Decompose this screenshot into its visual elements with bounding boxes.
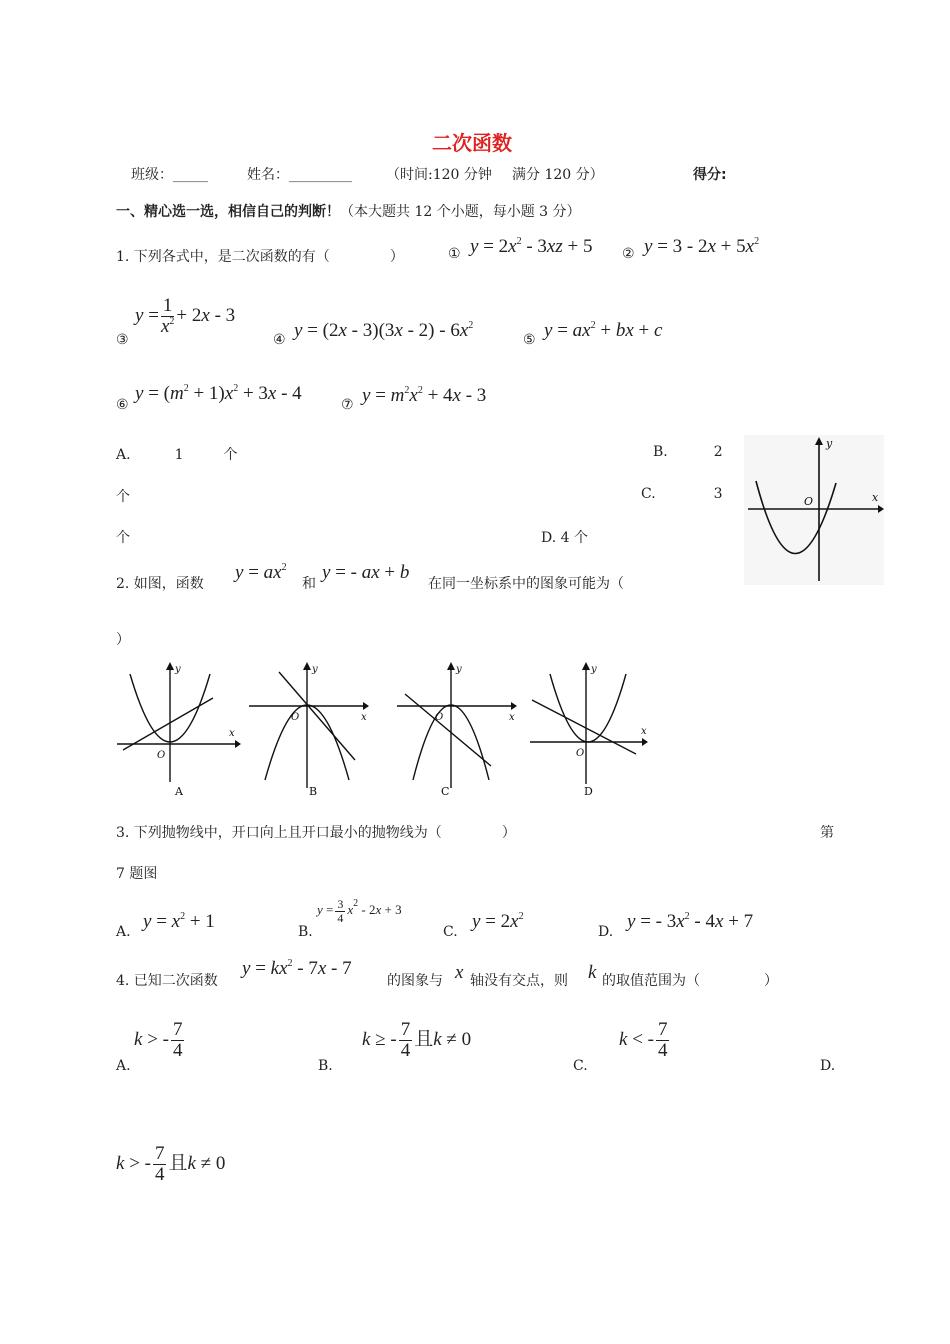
q4-option-a[interactable]: A. [116, 1058, 131, 1074]
q2-graph-d[interactable] [528, 660, 658, 800]
q1-option-c-unit: 个 [116, 530, 130, 546]
q1-formula-5: $y = ax^2$ + bx + c [544, 320, 663, 341]
q2-graph-b[interactable] [247, 660, 377, 800]
q3-formula-b: y = $\frac{3}{4}$ $x^2 - 2x + 3$ [317, 897, 402, 925]
q1-stem: 1. 下列各式中，是二次函数的有（ ） [116, 249, 404, 265]
fig7-x-label: x [872, 491, 879, 504]
graph-b-x: x [361, 712, 367, 723]
q3-formula-a: $y = x^2 + 1$ [143, 911, 215, 932]
q1-option-b[interactable]: B. 2 [653, 444, 723, 460]
q3-option-d[interactable]: D. [598, 924, 614, 940]
graph-d-label: D [584, 785, 593, 798]
q4-stem-post: 的取值范围为（ ） [602, 973, 778, 989]
q1-marker-2: ② [622, 246, 635, 262]
q4-formula-d: k > - $\frac{7}{4}$ 且k ≠ 0 [116, 1143, 226, 1185]
score-got-label: 得分: [693, 167, 727, 183]
section-heading: 一、精心选一选，相信自己的判断！（本大题共 12 个小题，每小题 3 分） [116, 204, 581, 220]
q2-stem-post: 在同一坐标系中的图象可能为（ [428, 576, 624, 592]
graph-a-origin: O [157, 750, 166, 761]
q3-option-c[interactable]: C. [443, 924, 458, 940]
graph-b-label: B [309, 785, 318, 798]
q1-formula-6: $y = (m^2 + 1)x^2 + 3x - 4$ [135, 383, 302, 404]
q4-k-symbol: k [588, 962, 597, 983]
graph-c-label: C [441, 785, 450, 798]
graph-d-y: y [591, 664, 597, 675]
q1-marker-7: ⑦ [341, 397, 354, 413]
graph-c-y: y [456, 664, 462, 675]
time-info: （时间:120 分钟 [386, 167, 492, 183]
fig7-y-label: y [826, 437, 833, 450]
page-title: 二次函数 [432, 131, 512, 155]
q4-formula: $y = kx^2 - 7x - 7$ [242, 958, 352, 979]
graph-d-origin: O [576, 748, 585, 759]
q3-side-note-1: 第 [820, 825, 834, 841]
q1-formula-3: y = $\frac{1}{x^2}$ + 2x - 3 [135, 295, 236, 337]
q1-marker-1: ① [448, 246, 461, 262]
graph-b-y: y [312, 664, 318, 675]
q2-graph-a[interactable] [115, 660, 245, 800]
q4-x-symbol: x [455, 962, 464, 983]
q3-formula-d: y = - $3x^2 - 4x + 7$ [627, 911, 754, 932]
q1-formula-4: $y = (2x - 3)(3x - 2) - 6x^2$ [294, 320, 474, 341]
q4-option-d[interactable]: D. [820, 1058, 836, 1074]
q2-formula-2: y = - ax + b [322, 562, 410, 583]
q1-option-a[interactable]: A. 1 个 [116, 447, 238, 463]
q1-formula-2: $y = 3 - 2x + 5x^2$ [644, 236, 760, 257]
q4-stem-mid2: 轴没有交点，则 [470, 973, 568, 989]
graph-b-origin: O [291, 712, 300, 723]
q2-graph-c[interactable] [395, 660, 525, 800]
q4-formula-b: k ≥ - $\frac{7}{4}$ 且k ≠ 0 [362, 1019, 472, 1061]
graph-a-x: x [229, 728, 235, 739]
q1-formula-7: $y = m^2x^2 + 4x - 3$ [362, 385, 487, 406]
q3-formula-c: $y = 2x^2$ [472, 911, 524, 932]
graph-a-label: A [175, 785, 183, 798]
q3-side-note-2: 7 题图 [116, 866, 158, 882]
graph-a-y: y [175, 664, 181, 675]
q1-option-d[interactable]: D. 4 个 [541, 530, 588, 546]
figure-7-graph [744, 435, 884, 585]
q1-option-c[interactable]: C. 3 [641, 486, 723, 502]
graph-d-x: x [641, 726, 647, 737]
q2-stem-mid: 和 [302, 576, 316, 592]
q1-marker-3: ③ [116, 332, 129, 348]
q1-marker-5: ⑤ [523, 332, 536, 348]
q4-stem-pre: 4. 已知二次函数 [116, 973, 218, 989]
q4-stem-mid: 的图象与 [387, 973, 443, 989]
q1-marker-4: ④ [273, 332, 286, 348]
q3-option-b[interactable]: B. [298, 924, 313, 940]
q1-marker-6: ⑥ [116, 397, 129, 413]
q4-option-b[interactable]: B. [318, 1058, 333, 1074]
q1-formula-1: $y = 2x^2 - 3xz + 5$ [470, 236, 593, 257]
q2-formula-1: $y = ax^2$ [235, 562, 287, 583]
fig7-origin: O [804, 495, 814, 508]
q3-option-a[interactable]: A. [116, 924, 131, 940]
q2-paren-close: ） [116, 632, 130, 648]
score-info: 满分 120 分） [512, 167, 604, 183]
graph-c-x: x [509, 712, 515, 723]
graph-c-origin: O [435, 712, 444, 723]
q3-stem: 3. 下列抛物线中，开口向上且开口最小的抛物线为（ ） [116, 825, 516, 841]
name-label: 姓名：_________ [247, 167, 352, 183]
q1-option-b-unit: 个 [116, 489, 130, 505]
class-label: 班级：_____ [131, 167, 208, 183]
q2-stem-pre: 2. 如图，函数 [116, 576, 204, 592]
q4-formula-c: k < - $\frac{7}{4}$ [619, 1019, 668, 1061]
q4-formula-a: k > - $\frac{7}{4}$ [134, 1019, 183, 1061]
q4-option-c[interactable]: C. [573, 1058, 588, 1074]
